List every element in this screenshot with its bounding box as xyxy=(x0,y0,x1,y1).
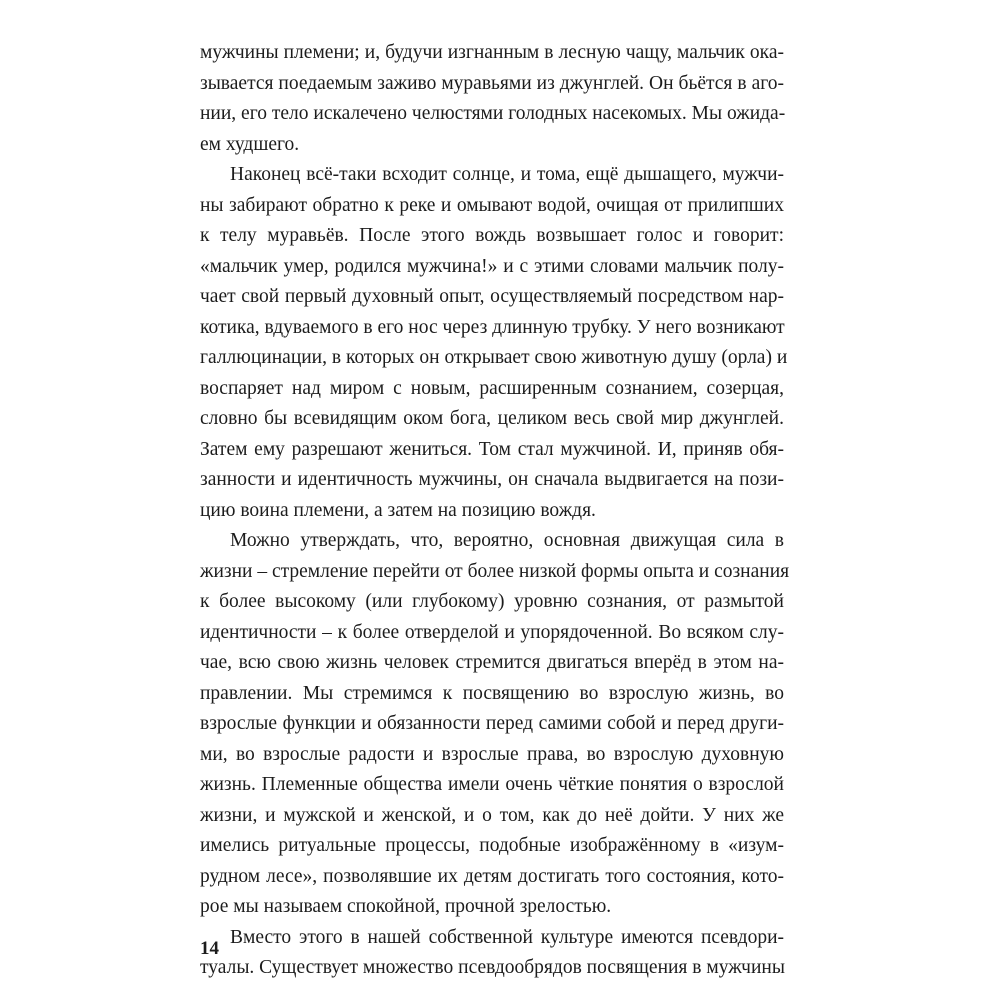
text-line: имелись ритуальные процессы, подобные изображённому в «изум- xyxy=(200,835,784,856)
text-line: ми, во взрослые радости и взрослые права, во взрослую духовную xyxy=(200,743,784,765)
text-line: Затем ему разрешают жениться. Том стал мужчиной. И, приняв обя- xyxy=(200,438,784,460)
text-line: Наконец всё-таки всходит солнце, и тома, ещё дышащего, мужчи- xyxy=(230,164,784,185)
text-line: мужчины племени; и, будучи изгнанным в лесную чащу, мальчик ока- xyxy=(200,42,784,63)
text-line: словно бы всевидящим оком бога, целиком весь свой мир джунглей. xyxy=(200,408,784,429)
text-line: ем худшего. xyxy=(200,133,300,155)
text-line: воспаряет над миром с новым, расширенным сознанием, созерцая, xyxy=(200,377,784,399)
text-line: жизни – стремление перейти от более низкой формы опыта и сознания xyxy=(200,560,790,582)
text-line: галлюцинации, в которых он открывает свою животную душу (орла) и xyxy=(200,347,788,368)
text-line: туалы. Существует множество псевдообрядов посвящения в мужчины xyxy=(200,957,785,978)
text-line: Можно утверждать, что, вероятно, основная движущая сила в xyxy=(230,530,784,551)
text-line: зывается поедаемым заживо муравьями из джунглей. Он бьётся в аго- xyxy=(200,72,784,94)
text-line: к более высокому (или глубокому) уровню сознания, от размытой xyxy=(200,591,784,612)
text-line: цию воина племени, а затем на позицию вождя. xyxy=(200,499,596,521)
text-line: «мальчик умер, родился мужчина!» и с этими словами мальчик полу- xyxy=(200,255,784,277)
text-line: взрослые функции и обязанности перед самими собой и перед други- xyxy=(200,713,784,734)
text-line: рое мы называем спокойной, прочной зрелостью. xyxy=(200,896,612,917)
page-body xyxy=(200,38,790,984)
text-line: правлении. Мы стремимся к посвящению во взрослую жизнь, во xyxy=(200,682,784,704)
text-line: чае, всю свою жизнь человек стремится двигаться вперёд в этом на- xyxy=(200,652,784,673)
text-line: рудном лесе», позволявшие их детям достигать того состояния, кото- xyxy=(200,865,784,887)
text-line: жизни, и мужской и женской, и о том, как до неё дойти. У них же xyxy=(200,804,784,826)
text-line: к телу муравьёв. После этого вождь возвышает голос и говорит: xyxy=(200,225,784,246)
text-line: чает свой первый духовный опыт, осуществляемый посредством нар- xyxy=(200,286,784,307)
text-line: занности и идентичность мужчины, он сначала выдвигается на пози- xyxy=(200,469,784,490)
text-line: ны забирают обратно к реке и омывают водой, очищая от прилипших xyxy=(200,194,784,216)
text-line: жизнь. Племенные общества имели очень чёткие понятия о взрослой xyxy=(200,774,784,795)
text-line: Вместо этого в нашей собственной культуре имеются псевдори- xyxy=(230,926,784,948)
page-number: 14 xyxy=(200,938,219,959)
text-line: котика, вдуваемого в его нос через длинную трубку. У него возникают xyxy=(200,316,785,338)
text-line: нии, его тело искалечено челюстями голодных насекомых. Мы ожида- xyxy=(200,103,786,124)
text-line: идентичности – к более отверделой и упорядоченной. Во всяком слу- xyxy=(200,621,784,643)
